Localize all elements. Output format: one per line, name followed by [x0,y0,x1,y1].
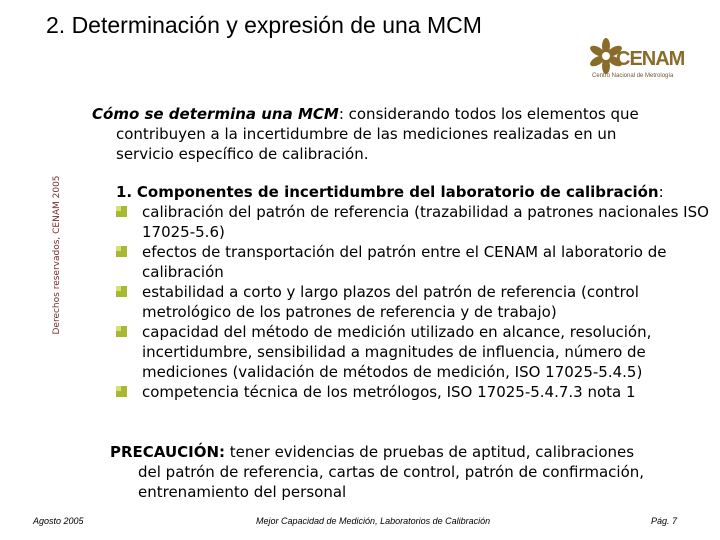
list-item-text: capacidad del método de medición utilizado en alcance, resolución, incertidumbre, sensibilidad a magnitudes de influencia, número de mediciones (validación de métodos de medición, ISO 17025-5.4.5) [142,323,652,381]
section-components [116,182,716,402]
intro-label: Cómo se determina una MCM [92,105,339,123]
precaution-line-3: entrenamiento del personal [138,483,347,501]
list-item-text: estabilidad a corto y largo plazos del patrón de referencia (control metrológico de los patrones de referencia y de trabajo) [142,283,639,321]
section-heading-colon: : [658,183,664,201]
footer-page-number: Pág. 7 [651,516,678,526]
precaution-line-2: del patrón de referencia, cartas de control, patrón de confirmación, [138,463,645,481]
list-item [116,202,716,242]
section-heading [116,182,716,202]
section-number: 1. [116,183,133,201]
component-list [116,202,716,402]
section-heading-text: Componentes de incertidumbre del laboratorio de calibración [136,183,659,201]
bullet-icon [116,326,127,337]
side-copyright-text: Derechos reservados, CENAM 2005 [52,175,62,335]
slide-title: 2. Determinación y expresión de una MCM [46,12,482,38]
bullet-icon [116,386,127,397]
list-item [116,282,716,322]
footer-center-text: Mejor Capacidad de Medición, Laboratorios de Calibración [256,516,491,526]
list-item-text: efectos de transportación del patrón entre el CENAM al laboratorio de calibración [142,243,667,281]
intro-paragraph [92,104,692,164]
precaution-line-1: tener evidencias de pruebas de aptitud, calibraciones [225,443,635,461]
footer-date: Agosto 2005 [33,516,84,526]
precaution-paragraph [110,442,715,502]
intro-line-1: : considerando todos los elementos que [338,105,639,123]
precaution-label: PRECAUCIÓN: [110,443,226,461]
logo-text: CENAM [616,48,685,70]
bullet-icon [116,286,127,297]
intro-line-2: contribuyen a la incertidumbre de las mediciones realizadas en un [116,125,617,143]
bullet-icon [116,246,127,257]
list-item [116,322,716,382]
list-item-text: competencia técnica de los metrólogos, ISO 17025-5.4.7.3 nota 1 [142,383,636,401]
list-item-text: calibración del patrón de referencia (trazabilidad a patrones nacionales ISO 17025-5.6) [142,203,709,241]
list-item [116,382,716,402]
list-item [116,242,716,282]
side-copyright [48,170,66,340]
intro-line-3: servicio específico de calibración. [116,145,369,163]
bullet-icon [116,206,127,217]
logo-subtitle: Centro Nacional de Metrología [592,73,674,79]
